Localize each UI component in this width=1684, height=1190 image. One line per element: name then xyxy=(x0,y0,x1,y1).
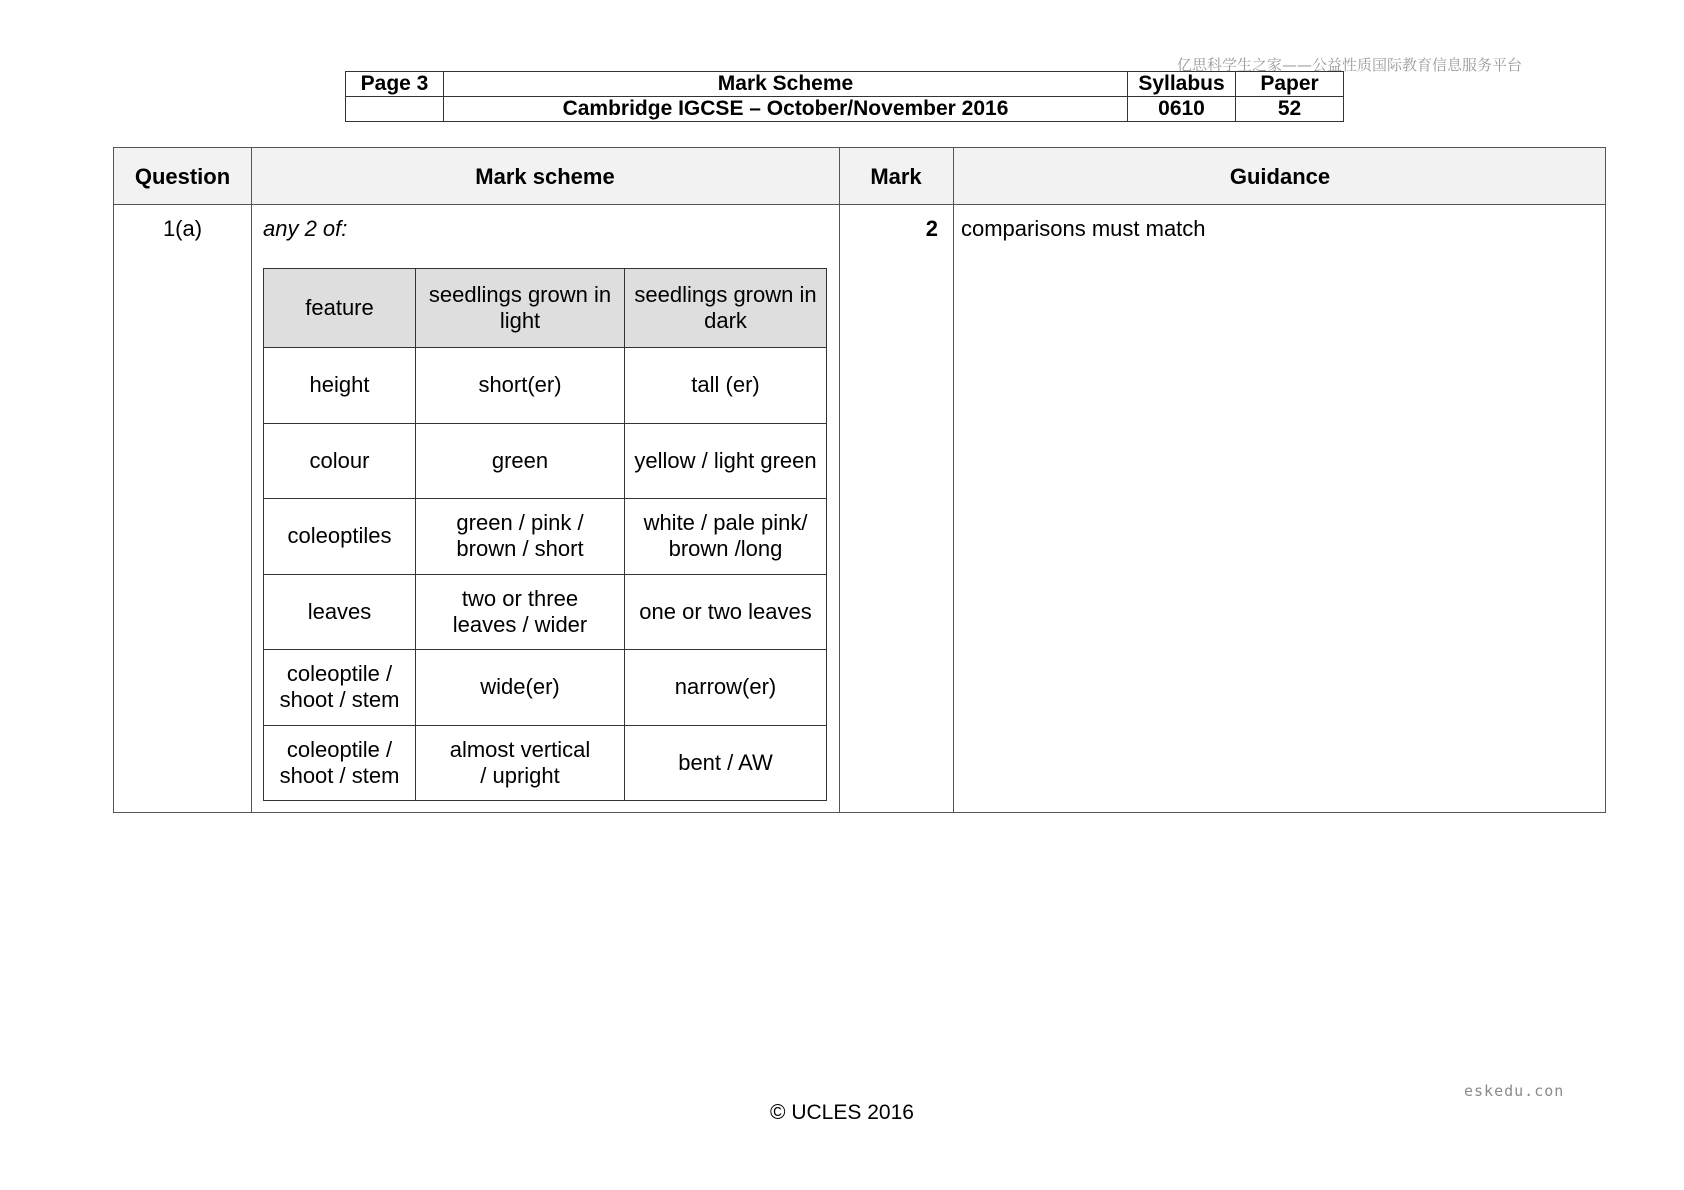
feature-table-row xyxy=(264,499,827,575)
mark-scheme-table xyxy=(113,147,1606,813)
light-cell: green / pink / brown / short xyxy=(416,499,625,575)
column-divider xyxy=(251,148,252,812)
feature-table-header-row xyxy=(264,269,827,348)
column-header-question: Question xyxy=(134,164,231,189)
dark-cell: one or two leaves xyxy=(625,574,827,650)
page-header-table xyxy=(345,71,1344,122)
copyright-footer: © UCLES 2016 xyxy=(770,1101,914,1124)
paper-label: Paper xyxy=(1236,72,1344,97)
mark-value: 2 xyxy=(925,216,938,241)
watermark-top: 亿思科学生之家——公益性质国际教育信息服务平台 xyxy=(1177,56,1523,74)
feature-table-header: feature xyxy=(264,269,416,348)
feature-table-row xyxy=(264,574,827,650)
light-cell: two or three leaves / wider xyxy=(416,574,625,650)
column-divider xyxy=(839,148,840,812)
feature-table-row xyxy=(264,650,827,726)
document-title: Mark Scheme xyxy=(444,72,1128,97)
dark-cell: white / pale pink/ brown /long xyxy=(625,499,827,575)
syllabus-code: 0610 xyxy=(1128,97,1236,122)
feature-table-row xyxy=(264,348,827,424)
feature-cell: coleoptiles xyxy=(264,499,416,575)
question-number: 1(a) xyxy=(162,216,203,241)
watermark-bottom: eskedu.con xyxy=(1464,1082,1565,1100)
document-subtitle: Cambridge IGCSE – October/November 2016 xyxy=(444,97,1128,122)
feature-table-header: seedlings grown in dark xyxy=(625,269,827,348)
guidance-text: comparisons must match xyxy=(961,216,1206,241)
dark-cell: narrow(er) xyxy=(625,650,827,726)
mark-scheme-intro: any 2 of: xyxy=(263,216,348,241)
page-number: Page 3 xyxy=(346,72,444,97)
column-header-mark-scheme: Mark scheme xyxy=(475,164,615,189)
syllabus-label: Syllabus xyxy=(1128,72,1236,97)
dark-cell: bent / AW xyxy=(625,725,827,801)
light-cell: almost vertical / upright xyxy=(416,725,625,801)
light-cell: green xyxy=(416,423,625,499)
feature-cell: coleoptile / shoot / stem xyxy=(264,650,416,726)
feature-table-header: seedlings grown in light xyxy=(416,269,625,348)
feature-comparison-table xyxy=(263,268,827,801)
column-divider xyxy=(953,148,954,812)
column-header-mark: Mark xyxy=(870,164,922,189)
column-header-guidance: Guidance xyxy=(1229,164,1331,189)
light-cell: short(er) xyxy=(416,348,625,424)
feature-cell: coleoptile / shoot / stem xyxy=(264,725,416,801)
feature-cell: colour xyxy=(264,423,416,499)
feature-table-row xyxy=(264,725,827,801)
feature-cell: height xyxy=(264,348,416,424)
paper-number: 52 xyxy=(1236,97,1344,122)
light-cell: wide(er) xyxy=(416,650,625,726)
dark-cell: yellow / light green xyxy=(625,423,827,499)
feature-cell: leaves xyxy=(264,574,416,650)
dark-cell: tall (er) xyxy=(625,348,827,424)
header-empty-cell xyxy=(346,97,444,122)
feature-table-row xyxy=(264,423,827,499)
